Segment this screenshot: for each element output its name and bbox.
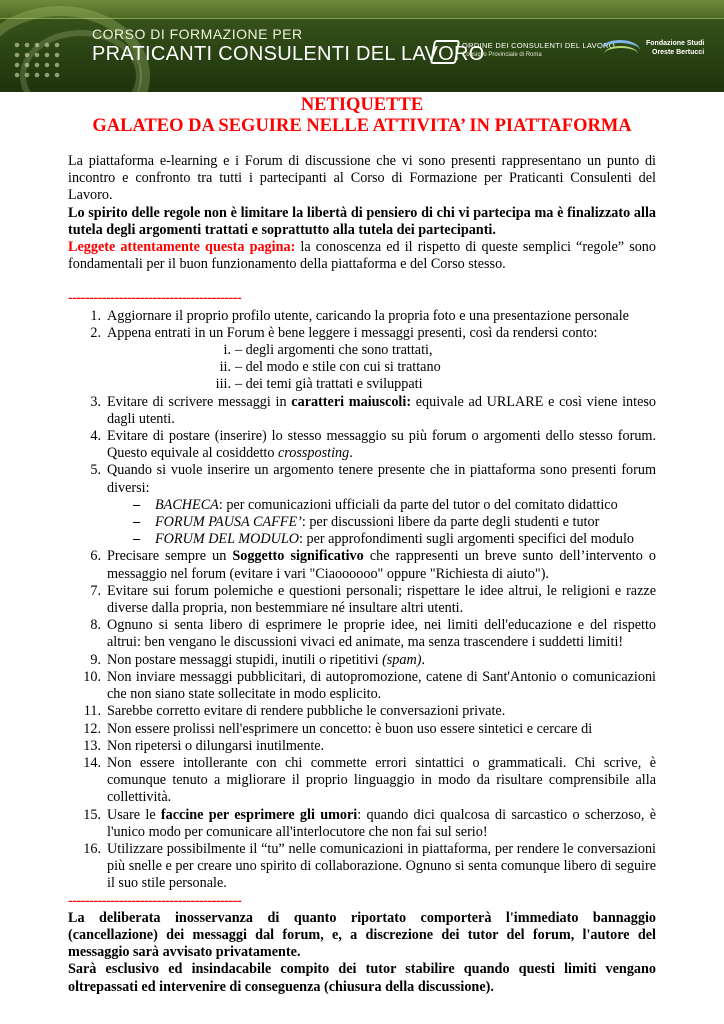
- fondazione-logo-name: Fondazione Studi: [646, 40, 705, 47]
- rule-item: [68, 841, 656, 893]
- rule-text: Non inviare messaggi pubblicitari, di autopromozione, catene di Sant'Antonio o comunicazioni che non siano state sollecitate in modo esplicito.: [107, 668, 656, 703]
- rule-2-sublist: [107, 342, 656, 394]
- closing-paragraph-1: La deliberata inosservanza di quanto riportato comporterà l'immediato bannaggio (cancellazione) dei messaggi dal forum, e, a discrezione dei tutor del forum, l'autore del messaggio sarà avvisato privatamente.: [68, 909, 656, 961]
- forum-description: : per comunicazioni ufficiali da parte del tutor o del comitato didattico: [218, 496, 618, 513]
- course-logo-dots: [12, 40, 62, 80]
- rule-emphasis: (spam): [382, 651, 422, 668]
- rule-text: Non essere prolissi nell'esprimere un concetto: è buon uso essere sintetici e cercare di: [107, 720, 593, 737]
- rule-number: 3.: [90, 393, 101, 410]
- separator-top: -----------------------------------------: [68, 290, 242, 307]
- rule-number: 16.: [83, 840, 101, 857]
- dash-mark: –: [133, 514, 141, 531]
- document-subtitle: GALATEO DA SEGUIRE NELLE ATTIVITA’ IN PIATTAFORMA: [92, 116, 632, 136]
- course-title-line2: PRATICANTI CONSULENTI DEL LAVORO: [92, 43, 485, 65]
- rule-item: [68, 548, 656, 582]
- rule-text: che rappresenti un breve sunto dell’intervento o messaggio nel forum (evitare i vari "Ciaoooooo" oppure "Richiesta di aiuto").: [107, 548, 657, 582]
- rule-number: 11.: [83, 703, 101, 720]
- rule-text: Non essere intollerante con chi commette errori sintattici o grammaticali. Chi scrive, è comunque tenuto a migliorare il proprio linguaggio in modo da risultare comprensibile alla collettività.: [107, 754, 656, 806]
- rule-text: Utilizzare possibilmente il “tu” nelle comunicazioni in piattaforma, per rendere le conversazioni più snelle e per creare uno spirito di collaborazione. Ognuno si senta comunque libero di seguire il suo stile personale.: [107, 840, 656, 892]
- sub-number: ii.: [219, 359, 231, 376]
- rule-item: [68, 652, 656, 669]
- dash-mark: –: [133, 496, 141, 513]
- rules-list: [68, 308, 656, 893]
- forum-name: FORUM PAUSA CAFFE’: [155, 514, 302, 531]
- intro-warning: Leggete attentamente questa pagina:: [68, 239, 296, 256]
- ordine-logo-subtitle: Consiglio Provinciale di Roma: [462, 52, 542, 58]
- forum-description: : per discussioni libere da parte degli studenti e tutor: [301, 514, 600, 531]
- sub-number: i.: [223, 342, 231, 359]
- rule-text: Quando si vuole inserire un argomento tenere presente che in piattaforma sono presenti forum diversi:: [107, 462, 656, 496]
- rule-number: 6.: [90, 548, 101, 565]
- rule-5-sublist: [107, 497, 656, 549]
- rule-emphasis: faccine per esprimere gli umori: [160, 806, 358, 823]
- rule-text: Aggiornare il proprio profilo utente, caricando la propria foto e una presentazione personale: [107, 307, 629, 324]
- fondazione-logo-subtitle: Oreste Bertucci: [652, 49, 705, 56]
- rule-number: 10.: [83, 668, 101, 685]
- sub-text: – dei temi già trattati e sviluppati: [235, 376, 423, 393]
- rule-emphasis: caratteri maiuscoli:: [291, 393, 412, 410]
- rule-number: 15.: [83, 806, 101, 823]
- rule-item: [68, 583, 656, 617]
- rule-item: [68, 308, 656, 325]
- intro-paragraph-2: Lo spirito delle regole non è limitare la libertà di pensiero di chi vi partecipa ma è finalizzato alla tutela degli argomenti trattati e soprattutto alla tutela dei partecipanti.: [68, 204, 656, 238]
- rule-item: [68, 721, 656, 738]
- rule-text: Appena entrati in un Forum è bene leggere i messaggi presenti, così da rendersi conto:: [107, 324, 598, 341]
- course-title-line1: CORSO DI FORMAZIONE PER: [92, 26, 303, 42]
- rule-text: Usare le: [107, 806, 161, 823]
- forum-type-item: [107, 514, 656, 531]
- forum-name: FORUM DEL MODULO: [155, 531, 299, 548]
- rule-text: : quando dici qualcosa di sarcastico o scherzoso, è l'unico modo per comunicare all'interlocutore che non fai sul serio!: [107, 806, 656, 840]
- separator-bottom: -----------------------------------------: [68, 892, 242, 909]
- document-title: NETIQUETTE: [300, 95, 424, 115]
- rule-number: 5.: [90, 462, 101, 479]
- sub-text: – degli argomenti che sono trattati,: [235, 342, 433, 359]
- rule-text: Sarebbe corretto evitare di rendere pubbliche le conversazioni private.: [107, 703, 506, 720]
- sub-number: iii.: [215, 376, 231, 393]
- fondazione-studi-logo: [600, 36, 720, 70]
- rule-text: Evitare di scrivere messaggi in: [107, 393, 292, 410]
- header-banner: [0, 0, 724, 92]
- rule-number: 12.: [83, 720, 101, 737]
- rule-text: .: [421, 651, 426, 668]
- rule-item: [68, 617, 656, 651]
- rule-number: 2.: [90, 324, 101, 341]
- sub-item: [107, 342, 656, 359]
- rule-item: [68, 428, 656, 462]
- document-body: [68, 92, 656, 996]
- rule-item: [68, 462, 656, 548]
- rule-number: 9.: [90, 651, 101, 668]
- rule-text: Non ripetersi o dilungarsi inutilmente.: [107, 737, 325, 754]
- forum-type-item: [107, 531, 656, 548]
- closing-paragraph-2: Sarà esclusivo ed insindacabile compito dei tutor stabilire quando questi limiti vengano oltrepassati ed intervenire di conseguenza (chiusura della discussione).: [68, 961, 656, 995]
- rule-item: [68, 738, 656, 755]
- rule-emphasis: crossposting: [278, 445, 350, 462]
- rule-text: Ognuno si senta libero di esprimere le proprie idee, nei limiti dell'educazione e del rispetto altrui: ben vengano le discussioni vivaci ed animate, ma senza trascendere i suddetti limiti!: [107, 617, 656, 651]
- rule-number: 13.: [83, 737, 101, 754]
- rule-item: [68, 703, 656, 720]
- sub-item: [107, 376, 656, 393]
- rule-text: Precisare sempre un: [107, 548, 233, 565]
- fondazione-logo-wave-icon-2: [604, 46, 638, 62]
- sub-text: – del modo e stile con cui si trattano: [235, 359, 441, 376]
- dash-mark: –: [133, 531, 141, 548]
- forum-type-item: [107, 497, 656, 514]
- rule-number: 7.: [90, 582, 101, 599]
- intro-paragraph-3-text: la conoscenza ed il rispetto di queste semplici “regole” sono fondamentali per il buon funzionamento della piattaforma e del Corso stesso.: [68, 239, 656, 273]
- rule-text: Evitare di postare (inserire) lo stesso messaggio su più forum o argomenti dello stesso forum. Questo equivale al cosiddetto: [107, 428, 656, 462]
- rule-number: 14.: [83, 754, 101, 771]
- rule-text: .: [349, 445, 353, 462]
- ordine-logo-name: ORDINE DEI CONSULENTI DEL LAVORO: [462, 41, 615, 50]
- forum-description: : per approfondimenti sugli argomenti specifici del modulo: [298, 531, 635, 548]
- rule-text: Non postare messaggi stupidi, inutili o ripetitivi: [107, 651, 383, 668]
- rule-text: Evitare sui forum polemiche e questioni personali; rispettare le idee altrui, le religioni e razze diverse dalla propria, non bestemmiare né insultare altri utenti.: [107, 582, 656, 617]
- ordine-consulenti-logo: [432, 40, 615, 70]
- rule-number: 1.: [90, 307, 101, 324]
- rule-emphasis: Soggetto significativo: [232, 548, 364, 565]
- rule-item: [68, 755, 656, 807]
- intro-paragraph-1: La piattaforma e-learning e i Forum di discussione che vi sono presenti rappresentano un punto di incontro e confronto tra tutti i partecipanti al Corso di Formazione per Praticanti Consulenti del Lavoro.: [68, 153, 656, 204]
- intro-paragraph-3: [68, 239, 656, 273]
- rule-item: [68, 325, 656, 394]
- rule-item: [68, 394, 656, 428]
- rule-number: 4.: [90, 428, 101, 445]
- sub-item: [107, 359, 656, 376]
- rule-item: [68, 669, 656, 703]
- rule-text: equivale ad URLARE e così viene inteso dagli utenti.: [107, 393, 656, 427]
- rule-item: [68, 807, 656, 841]
- ordine-logo-icon: [430, 40, 460, 64]
- rule-number: 8.: [90, 617, 101, 634]
- forum-name: BACHECA: [155, 496, 219, 513]
